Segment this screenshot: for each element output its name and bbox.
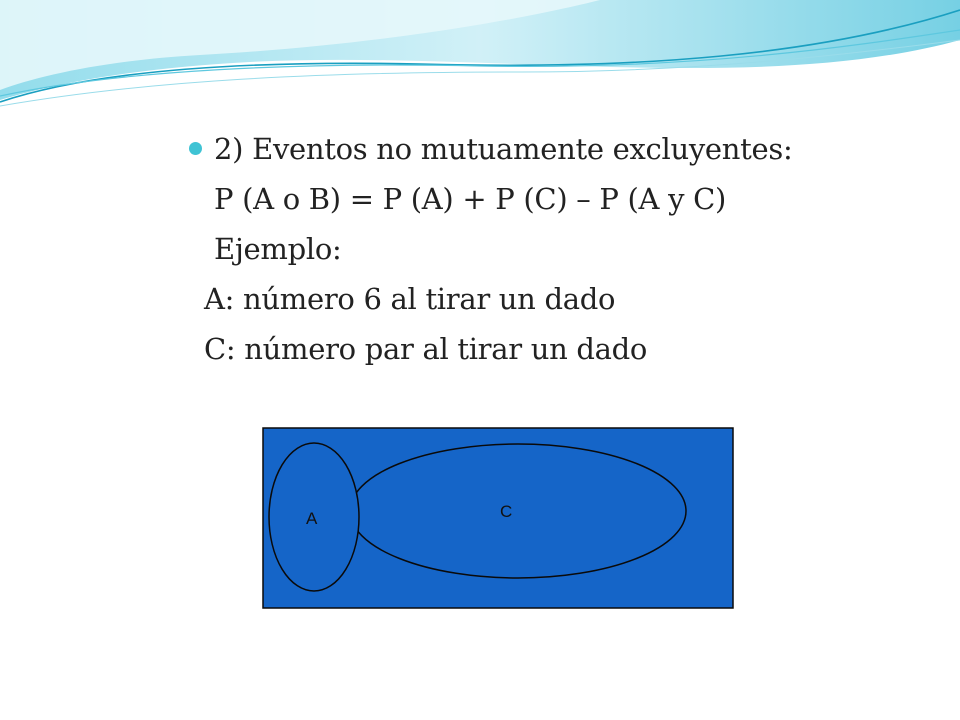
- venn-label-c: C: [500, 502, 513, 521]
- bullet-item: [186, 124, 906, 174]
- slide-body: [186, 124, 906, 374]
- event-a-definition: A: número 6 al tirar un dado: [204, 282, 616, 316]
- bullet-dot-icon: [189, 142, 202, 155]
- venn-diagram: [262, 427, 734, 609]
- header-wave-decoration: [0, 0, 960, 120]
- venn-set-c: [350, 444, 686, 578]
- bullet-text: 2) Eventos no mutuamente excluyentes:: [214, 132, 793, 166]
- example-heading: Ejemplo:: [214, 232, 342, 266]
- event-c-definition: C: número par al tirar un dado: [204, 332, 648, 366]
- formula: P (A o B) = P (A) + P (C) – P (A y C): [214, 182, 726, 216]
- venn-label-a: A: [306, 509, 318, 528]
